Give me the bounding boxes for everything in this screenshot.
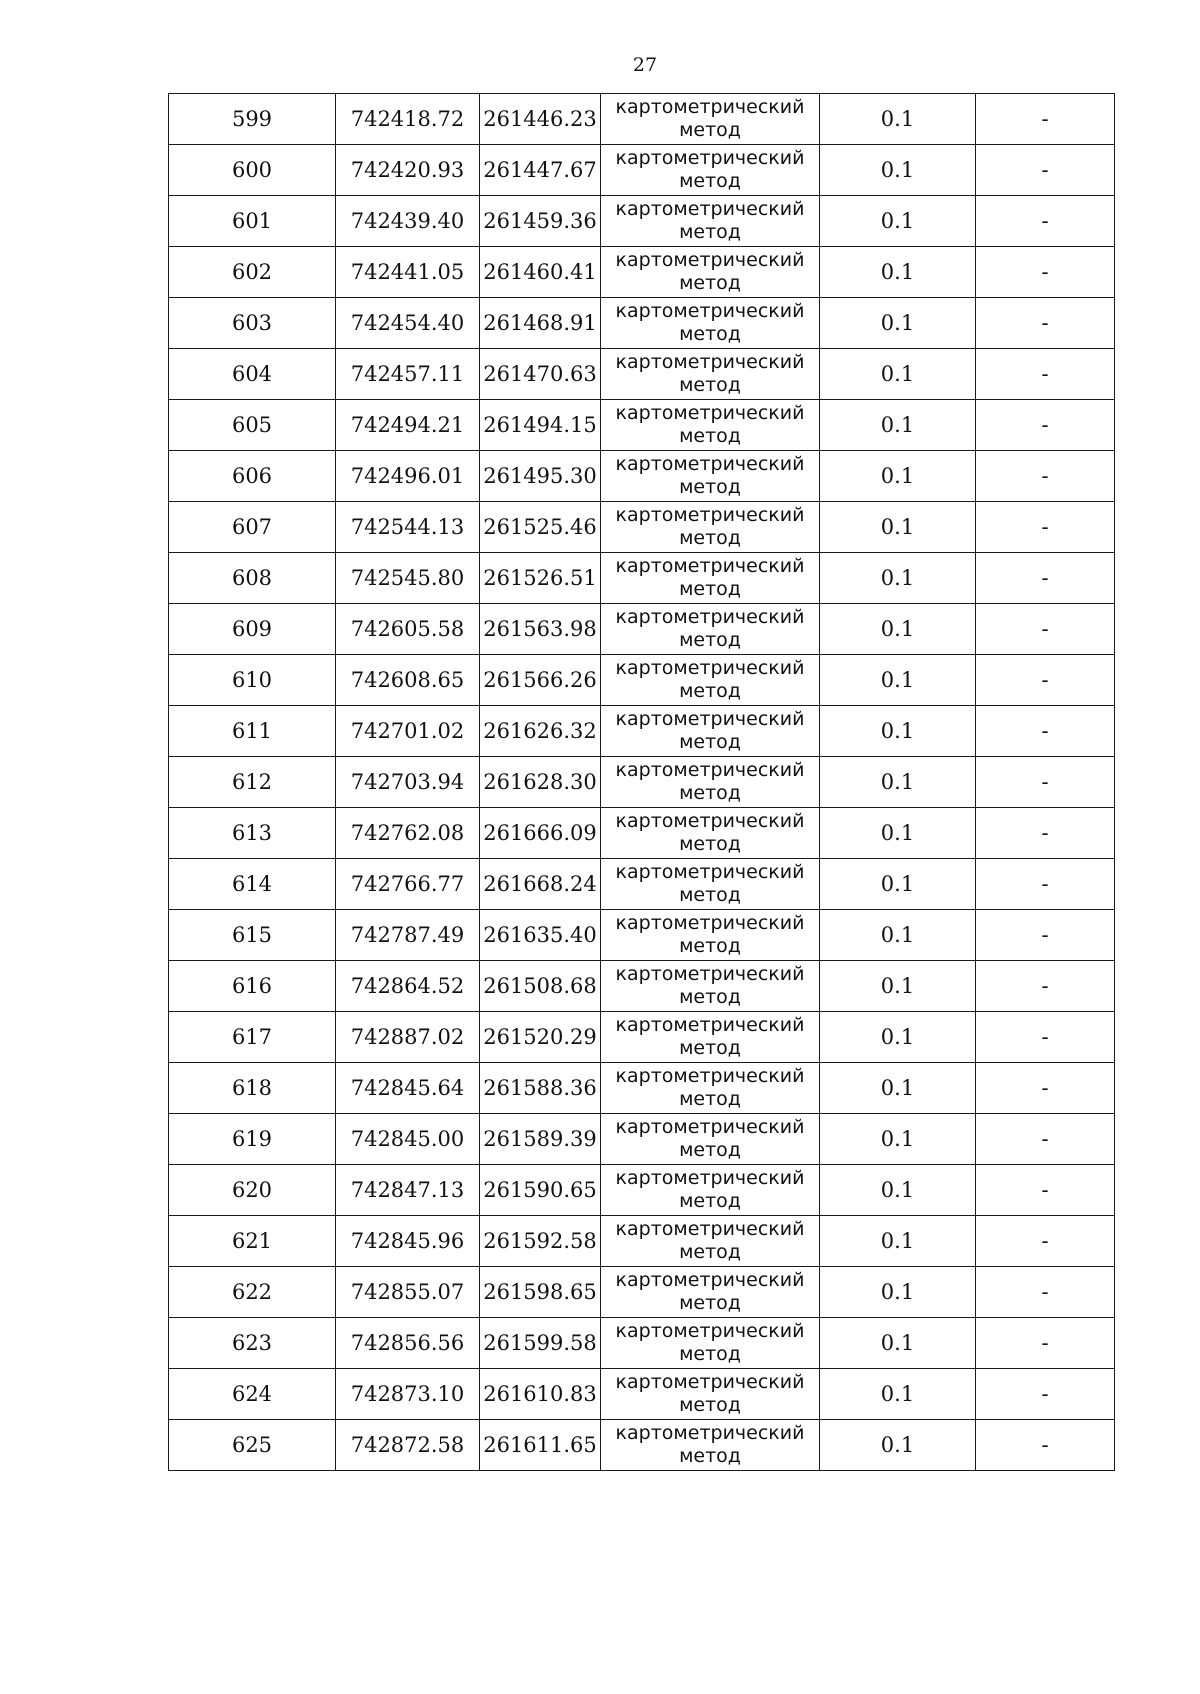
x-coordinate-cell: 742845.96 [336,1216,480,1267]
coordinates-table-body [169,94,1115,1471]
method-line-1: картометрический [615,453,805,475]
method-cell [601,961,820,1012]
method-cell [601,1318,820,1369]
note-cell: - [976,1369,1115,1420]
y-coordinate-cell: 261666.09 [480,808,601,859]
point-number-cell: 606 [169,451,336,502]
method-line-2: метод [679,374,741,396]
point-number-cell: 622 [169,1267,336,1318]
note-cell: - [976,706,1115,757]
accuracy-cell: 0.1 [820,961,976,1012]
table-row [169,1165,1115,1216]
method-line-1: картометрический [615,1014,805,1036]
accuracy-cell: 0.1 [820,298,976,349]
note-cell: - [976,1165,1115,1216]
x-coordinate-cell: 742762.08 [336,808,480,859]
y-coordinate-cell: 261446.23 [480,94,601,145]
method-line-2: метод [679,272,741,294]
y-coordinate-cell: 261494.15 [480,400,601,451]
method-line-1: картометрический [615,504,805,526]
y-coordinate-cell: 261459.36 [480,196,601,247]
x-coordinate-cell: 742608.65 [336,655,480,706]
table-row [169,400,1115,451]
x-coordinate-cell: 742545.80 [336,553,480,604]
point-number-cell: 621 [169,1216,336,1267]
note-cell: - [976,451,1115,502]
accuracy-cell: 0.1 [820,94,976,145]
point-number-cell: 612 [169,757,336,808]
method-line-2: метод [679,731,741,753]
y-coordinate-cell: 261628.30 [480,757,601,808]
method-cell [601,1165,820,1216]
point-number-cell: 604 [169,349,336,400]
method-line-2: метод [679,935,741,957]
method-line-1: картометрический [615,96,805,118]
x-coordinate-cell: 742605.58 [336,604,480,655]
point-number-cell: 603 [169,298,336,349]
table-row [169,1063,1115,1114]
method-line-2: метод [679,425,741,447]
method-line-1: картометрический [615,1065,805,1087]
note-cell: - [976,400,1115,451]
note-cell: - [976,757,1115,808]
table-row [169,94,1115,145]
method-cell [601,502,820,553]
method-line-2: метод [679,884,741,906]
table-row [169,706,1115,757]
method-cell [601,94,820,145]
method-line-2: метод [679,833,741,855]
x-coordinate-cell: 742855.07 [336,1267,480,1318]
method-line-1: картометрический [615,810,805,832]
coordinates-table [168,93,1115,1471]
method-cell [601,1369,820,1420]
point-number-cell: 605 [169,400,336,451]
y-coordinate-cell: 261508.68 [480,961,601,1012]
method-cell [601,1216,820,1267]
accuracy-cell: 0.1 [820,1318,976,1369]
page-number: 27 [632,54,658,76]
method-line-2: метод [679,323,741,345]
method-line-2: метод [679,1292,741,1314]
method-line-2: метод [679,629,741,651]
point-number-cell: 610 [169,655,336,706]
method-line-2: метод [679,1190,741,1212]
accuracy-cell: 0.1 [820,604,976,655]
point-number-cell: 614 [169,859,336,910]
accuracy-cell: 0.1 [820,757,976,808]
table-row [169,1318,1115,1369]
accuracy-cell: 0.1 [820,859,976,910]
method-line-1: картометрический [615,402,805,424]
method-line-1: картометрический [615,1218,805,1240]
method-line-2: метод [679,170,741,192]
method-line-2: метод [679,680,741,702]
x-coordinate-cell: 742845.64 [336,1063,480,1114]
accuracy-cell: 0.1 [820,400,976,451]
x-coordinate-cell: 742496.01 [336,451,480,502]
accuracy-cell: 0.1 [820,1420,976,1471]
point-number-cell: 615 [169,910,336,961]
method-line-1: картометрический [615,300,805,322]
method-cell [601,604,820,655]
point-number-cell: 609 [169,604,336,655]
table-row [169,1114,1115,1165]
x-coordinate-cell: 742439.40 [336,196,480,247]
method-line-2: метод [679,578,741,600]
method-line-1: картометрический [615,198,805,220]
table-row [169,961,1115,1012]
y-coordinate-cell: 261525.46 [480,502,601,553]
point-number-cell: 602 [169,247,336,298]
table-row [169,604,1115,655]
note-cell: - [976,1063,1115,1114]
y-coordinate-cell: 261563.98 [480,604,601,655]
x-coordinate-cell: 742872.58 [336,1420,480,1471]
point-number-cell: 624 [169,1369,336,1420]
table-row [169,757,1115,808]
method-line-2: метод [679,1037,741,1059]
note-cell: - [976,553,1115,604]
accuracy-cell: 0.1 [820,502,976,553]
note-cell: - [976,910,1115,961]
table-row [169,1420,1115,1471]
method-line-1: картометрический [615,708,805,730]
x-coordinate-cell: 742787.49 [336,910,480,961]
method-line-2: метод [679,1445,741,1467]
y-coordinate-cell: 261468.91 [480,298,601,349]
method-line-1: картометрический [615,249,805,271]
method-cell [601,757,820,808]
x-coordinate-cell: 742847.13 [336,1165,480,1216]
point-number-cell: 618 [169,1063,336,1114]
accuracy-cell: 0.1 [820,1012,976,1063]
method-line-1: картометрический [615,861,805,883]
method-cell [601,808,820,859]
method-cell [601,553,820,604]
table-row [169,298,1115,349]
y-coordinate-cell: 261592.58 [480,1216,601,1267]
note-cell: - [976,655,1115,706]
method-cell [601,1420,820,1471]
x-coordinate-cell: 742457.11 [336,349,480,400]
accuracy-cell: 0.1 [820,1216,976,1267]
accuracy-cell: 0.1 [820,1114,976,1165]
method-cell [601,349,820,400]
method-line-1: картометрический [615,963,805,985]
note-cell: - [976,145,1115,196]
accuracy-cell: 0.1 [820,1267,976,1318]
note-cell: - [976,604,1115,655]
x-coordinate-cell: 742766.77 [336,859,480,910]
method-cell [601,655,820,706]
x-coordinate-cell: 742441.05 [336,247,480,298]
method-line-1: картометрический [615,147,805,169]
accuracy-cell: 0.1 [820,349,976,400]
method-cell [601,706,820,757]
note-cell: - [976,1318,1115,1369]
accuracy-cell: 0.1 [820,196,976,247]
x-coordinate-cell: 742701.02 [336,706,480,757]
y-coordinate-cell: 261495.30 [480,451,601,502]
table-row [169,1369,1115,1420]
table-row [169,196,1115,247]
method-line-2: метод [679,1394,741,1416]
method-cell [601,196,820,247]
method-line-1: картометрический [615,606,805,628]
table-row [169,247,1115,298]
point-number-cell: 608 [169,553,336,604]
method-line-1: картометрический [615,1167,805,1189]
method-cell [601,910,820,961]
table-row [169,145,1115,196]
y-coordinate-cell: 261589.39 [480,1114,601,1165]
point-number-cell: 599 [169,94,336,145]
method-cell [601,451,820,502]
y-coordinate-cell: 261566.26 [480,655,601,706]
y-coordinate-cell: 261635.40 [480,910,601,961]
method-line-2: метод [679,986,741,1008]
point-number-cell: 617 [169,1012,336,1063]
method-line-1: картометрический [615,1269,805,1291]
point-number-cell: 600 [169,145,336,196]
note-cell: - [976,1420,1115,1471]
table-row [169,553,1115,604]
accuracy-cell: 0.1 [820,808,976,859]
table-row [169,910,1115,961]
x-coordinate-cell: 742856.56 [336,1318,480,1369]
y-coordinate-cell: 261590.65 [480,1165,601,1216]
note-cell: - [976,1012,1115,1063]
method-line-1: картометрический [615,1371,805,1393]
x-coordinate-cell: 742420.93 [336,145,480,196]
point-number-cell: 620 [169,1165,336,1216]
note-cell: - [976,1216,1115,1267]
method-line-2: метод [679,527,741,549]
x-coordinate-cell: 742494.21 [336,400,480,451]
method-line-1: картометрический [615,912,805,934]
accuracy-cell: 0.1 [820,655,976,706]
x-coordinate-cell: 742544.13 [336,502,480,553]
method-cell [601,400,820,451]
y-coordinate-cell: 261447.67 [480,145,601,196]
x-coordinate-cell: 742887.02 [336,1012,480,1063]
x-coordinate-cell: 742873.10 [336,1369,480,1420]
note-cell: - [976,1267,1115,1318]
note-cell: - [976,1114,1115,1165]
method-line-2: метод [679,476,741,498]
x-coordinate-cell: 742454.40 [336,298,480,349]
table-row [169,808,1115,859]
table-row [169,1012,1115,1063]
y-coordinate-cell: 261598.65 [480,1267,601,1318]
note-cell: - [976,94,1115,145]
y-coordinate-cell: 261610.83 [480,1369,601,1420]
note-cell: - [976,196,1115,247]
method-cell [601,1012,820,1063]
note-cell: - [976,298,1115,349]
table-row [169,859,1115,910]
method-line-2: метод [679,1139,741,1161]
y-coordinate-cell: 261460.41 [480,247,601,298]
table-row [169,1267,1115,1318]
accuracy-cell: 0.1 [820,451,976,502]
y-coordinate-cell: 261599.58 [480,1318,601,1369]
method-line-1: картометрический [615,555,805,577]
method-line-2: метод [679,1343,741,1365]
y-coordinate-cell: 261588.36 [480,1063,601,1114]
point-number-cell: 611 [169,706,336,757]
accuracy-cell: 0.1 [820,1165,976,1216]
point-number-cell: 613 [169,808,336,859]
method-cell [601,1063,820,1114]
table-row [169,451,1115,502]
x-coordinate-cell: 742418.72 [336,94,480,145]
y-coordinate-cell: 261470.63 [480,349,601,400]
method-line-1: картометрический [615,1320,805,1342]
point-number-cell: 625 [169,1420,336,1471]
point-number-cell: 619 [169,1114,336,1165]
note-cell: - [976,808,1115,859]
table-row [169,1216,1115,1267]
table-row [169,349,1115,400]
x-coordinate-cell: 742845.00 [336,1114,480,1165]
note-cell: - [976,502,1115,553]
method-cell [601,247,820,298]
method-line-1: картометрический [615,1116,805,1138]
accuracy-cell: 0.1 [820,910,976,961]
method-cell [601,1267,820,1318]
method-cell [601,298,820,349]
y-coordinate-cell: 261526.51 [480,553,601,604]
point-number-cell: 616 [169,961,336,1012]
table-row [169,655,1115,706]
y-coordinate-cell: 261626.32 [480,706,601,757]
note-cell: - [976,961,1115,1012]
method-line-2: метод [679,782,741,804]
accuracy-cell: 0.1 [820,706,976,757]
method-line-1: картометрический [615,1422,805,1444]
point-number-cell: 623 [169,1318,336,1369]
point-number-cell: 601 [169,196,336,247]
note-cell: - [976,349,1115,400]
y-coordinate-cell: 261611.65 [480,1420,601,1471]
method-line-2: метод [679,221,741,243]
y-coordinate-cell: 261668.24 [480,859,601,910]
method-line-1: картометрический [615,657,805,679]
point-number-cell: 607 [169,502,336,553]
note-cell: - [976,247,1115,298]
y-coordinate-cell: 261520.29 [480,1012,601,1063]
x-coordinate-cell: 742703.94 [336,757,480,808]
method-line-2: метод [679,119,741,141]
method-line-2: метод [679,1241,741,1263]
note-cell: - [976,859,1115,910]
method-line-1: картометрический [615,351,805,373]
accuracy-cell: 0.1 [820,145,976,196]
method-line-1: картометрический [615,759,805,781]
table-row [169,502,1115,553]
accuracy-cell: 0.1 [820,247,976,298]
method-line-2: метод [679,1088,741,1110]
accuracy-cell: 0.1 [820,1369,976,1420]
method-cell [601,145,820,196]
accuracy-cell: 0.1 [820,1063,976,1114]
x-coordinate-cell: 742864.52 [336,961,480,1012]
accuracy-cell: 0.1 [820,553,976,604]
method-cell [601,1114,820,1165]
method-cell [601,859,820,910]
